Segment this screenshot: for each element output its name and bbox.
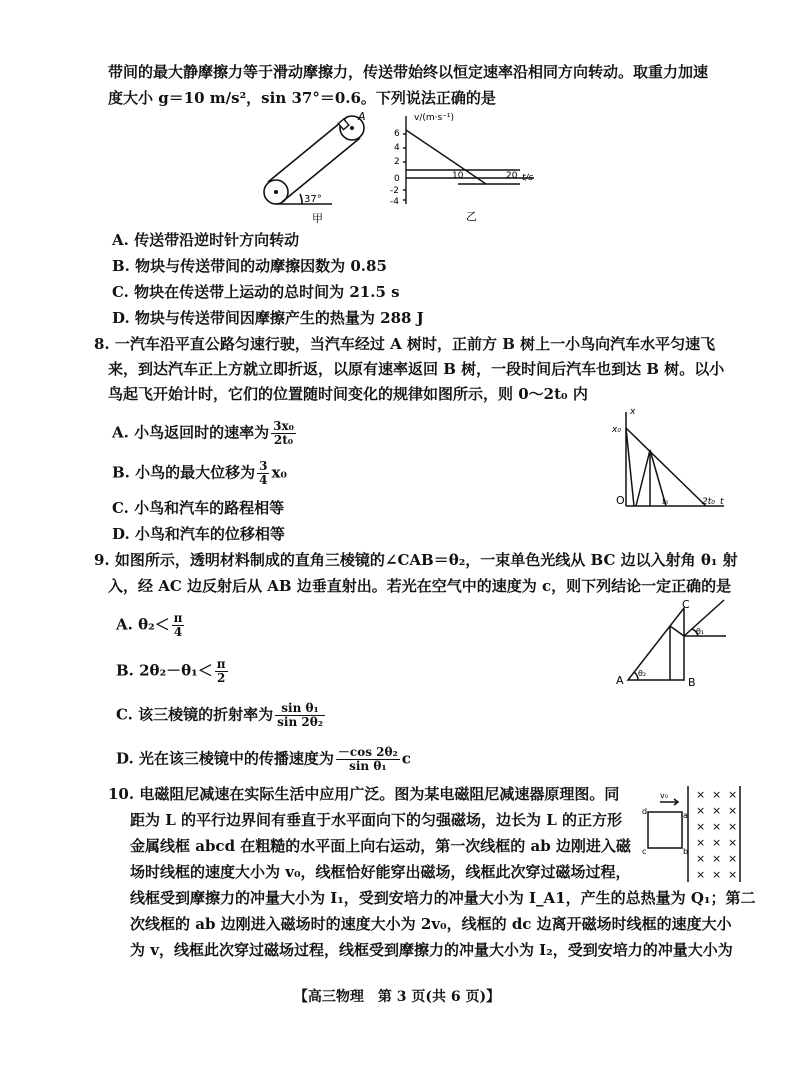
q9-fig-vertex-c: C xyxy=(682,598,690,611)
q9-option-b: B. 2θ₂－θ₁＜ $\frac{\pi}{2}$ xyxy=(116,657,226,685)
q7-line1: 带间的最大静摩擦力等于滑动摩擦力，传送带始终以恒定速率沿相同方向转动。取重力加速 xyxy=(108,63,709,81)
q7-option-d: D. 物块与传送带间因摩擦产生的热量为 288 J xyxy=(112,309,424,327)
q8-line1: 8. 一汽车沿平直公路匀速行驶，当汽车经过 A 树时，正前方 B 树上一小鸟向汽车水平匀速飞 xyxy=(94,335,716,353)
field-cross-mark: × xyxy=(712,788,722,801)
q10-fig-c: c xyxy=(642,847,647,856)
q9-line2: 入，经 AC 边反射后从 AB 边垂直射出。若光在空气中的速度为 c，则下列结论一定正确的是 xyxy=(108,577,732,595)
q8-fig-t0-label: t₀ xyxy=(662,497,669,506)
q9-option-a: A. θ₂＜ $\frac{\pi}{4}$ xyxy=(116,611,183,639)
q7-line2: 度大小 g＝10 m/s²，sin 37°＝0.6。下列说法正确的是 xyxy=(108,89,496,107)
q10-fig-b: b xyxy=(683,847,689,856)
q7-fig-ytick: 0 xyxy=(394,174,400,184)
q7-fig-xtick: 20 xyxy=(506,171,518,181)
q10-fig-a: a xyxy=(683,811,688,820)
q8-fig-2t0-label: 2t₀ xyxy=(702,497,715,507)
q7-option-b: B. 物块与传送带间的动摩擦因数为 0.85 xyxy=(112,257,387,275)
q9-fig-theta1: θ₁ xyxy=(696,627,705,636)
q9-fig-prism xyxy=(614,598,744,698)
q8-option-b: B. 小鸟的最大位移为 $\frac{3}{4}$ x₀ xyxy=(112,459,287,487)
field-cross-mark: × xyxy=(728,788,738,801)
q8-fig-xaxis-label: t xyxy=(720,497,724,507)
q7-fig-angle: 37° xyxy=(304,194,322,205)
page-footer: 【高三物理 第 3 页(共 6 页)】 xyxy=(293,989,501,1005)
q7-option-a: A. 传送带沿逆时针方向转动 xyxy=(112,231,300,249)
q9-option-d: D. 光在该三棱镜中的传播速度为 $\frac{\text{－cos 2θ₂}}{\text{sin θ₁}}$ c xyxy=(116,745,411,773)
q10-line1: 10. 电磁阻尼减速在实际生活中应用广泛。图为某电磁阻尼减速器原理图。同 xyxy=(108,785,620,803)
field-cross-mark: × xyxy=(712,804,722,817)
q10-line3: 金属线框 abcd 在粗糙的水平面上向右运动，第一次线框的 ab 边刚进入磁 xyxy=(130,837,631,855)
q10-fig-d: d xyxy=(642,807,648,816)
field-cross-mark: × xyxy=(712,852,722,865)
field-cross-mark: × xyxy=(728,804,738,817)
field-cross-mark: × xyxy=(696,820,706,833)
field-cross-mark: × xyxy=(696,788,706,801)
q9-fig-vertex-b: B xyxy=(688,676,696,689)
q7-fig-ytick: 6 xyxy=(394,129,400,139)
field-cross-mark: × xyxy=(696,804,706,817)
q7-fig-yaxis-label: v/(m·s⁻¹) xyxy=(414,113,455,123)
q8-fig-x0-label: x₀ xyxy=(612,425,621,435)
q7-fig-ytick: -4 xyxy=(390,197,399,207)
field-cross-mark: × xyxy=(728,852,738,865)
q8-line2: 来，到达汽车正上方就立即折返，以原有速率返回 B 树，一段时间后汽车也到达 B 树。以小 xyxy=(108,360,725,378)
q7-option-c: C. 物块在传送带上运动的总时间为 21.5 s xyxy=(112,283,400,301)
q10-fig-v0: v₀ xyxy=(660,791,668,800)
field-cross-mark: × xyxy=(696,868,706,881)
q10-line6: 次线框的 ab 边刚进入磁场时的速度大小为 2v₀，线框的 dc 边离开磁场时线框的速度大小 xyxy=(130,915,732,933)
q9-option-d-fraction: $\frac{\text{－cos 2θ₂}}{\text{sin θ₁}}$ xyxy=(337,745,398,773)
field-cross-mark: × xyxy=(696,836,706,849)
q7-fig-ytick: 4 xyxy=(394,143,400,153)
q10-line2: 距为 L 的平行边界间有垂直于水平面向下的匀强磁场，边长为 L 的正方形 xyxy=(130,811,622,829)
q9-option-c-fraction: $\frac{\text{sin θ₁}}{\text{sin 2θ₂}}$ xyxy=(277,701,323,729)
q9-fig-vertex-a: A xyxy=(616,674,624,687)
field-cross-mark: × xyxy=(728,820,738,833)
q10-line7: 为 v，线框此次穿过磁场过程，线框受到摩擦力的冲量大小为 I₂，受到安培力的冲量大小为 xyxy=(130,941,733,959)
q10-line4: 场时线框的速度大小为 v₀，线框恰好能穿出磁场，线框此次穿过磁场过程， xyxy=(130,863,631,881)
q10-line5: 线框受到摩擦力的冲量大小为 I₁，受到安培力的冲量大小为 I_A1，产生的总热量为 Q₁；第二 xyxy=(130,889,756,907)
q7-fig-conveyor xyxy=(262,110,372,225)
q7-fig-ytick: 2 xyxy=(394,157,400,167)
field-cross-mark: × xyxy=(696,852,706,865)
q9-option-c: C. 该三棱镜的折射率为 $\frac{\text{sin θ₁}}{\text{sin 2θ₂}}$ xyxy=(116,701,323,729)
q7-fig-ytick: -2 xyxy=(390,186,399,196)
q9-option-b-fraction: $\frac{\pi}{2}$ xyxy=(216,657,226,685)
q9-option-a-fraction: $\frac{\pi}{4}$ xyxy=(173,611,183,639)
q7-fig-vt-graph xyxy=(392,112,542,222)
field-cross-mark: × xyxy=(712,836,722,849)
field-cross-mark: × xyxy=(728,868,738,881)
q7-fig-xtick: 10 xyxy=(452,171,464,181)
q8-option-a-fraction: $\frac{\text{3x₀}}{\text{2t₀}}$ xyxy=(273,419,294,447)
q7-fig-caption-b: 乙 xyxy=(466,210,477,223)
q7-fig-point-a: A xyxy=(358,110,366,123)
q8-option-b-fraction: $\frac{3}{4}$ xyxy=(259,459,268,487)
q7-fig-xaxis-label: t/s xyxy=(522,173,534,183)
q8-option-c: C. 小鸟和汽车的路程相等 xyxy=(112,499,285,517)
q8-option-d: D. 小鸟和汽车的位移相等 xyxy=(112,525,285,543)
q8-fig-xt-graph xyxy=(608,406,728,516)
q8-fig-yaxis-label: x xyxy=(630,407,636,417)
q10-fig-damper xyxy=(640,784,750,884)
field-cross-mark: × xyxy=(728,836,738,849)
q8-line3: 鸟起飞开始计时，它们的位置随时间变化的规律如图所示，则 0～2t₀ 内 xyxy=(108,385,588,403)
q9-fig-theta2: θ₂ xyxy=(638,669,647,678)
field-cross-mark: × xyxy=(712,868,722,881)
field-cross-mark: × xyxy=(712,820,722,833)
q9-line1: 9. 如图所示，透明材料制成的直角三棱镜的∠CAB＝θ₂，一束单色光线从 BC 边以入射角 θ₁ 射 xyxy=(94,551,738,569)
q8-fig-origin: O xyxy=(616,494,625,507)
q7-fig-caption-a: 甲 xyxy=(312,212,323,225)
q8-option-a: A. 小鸟返回时的速率为 $\frac{\text{3x₀}}{\text{2t₀}}$ xyxy=(112,419,294,447)
